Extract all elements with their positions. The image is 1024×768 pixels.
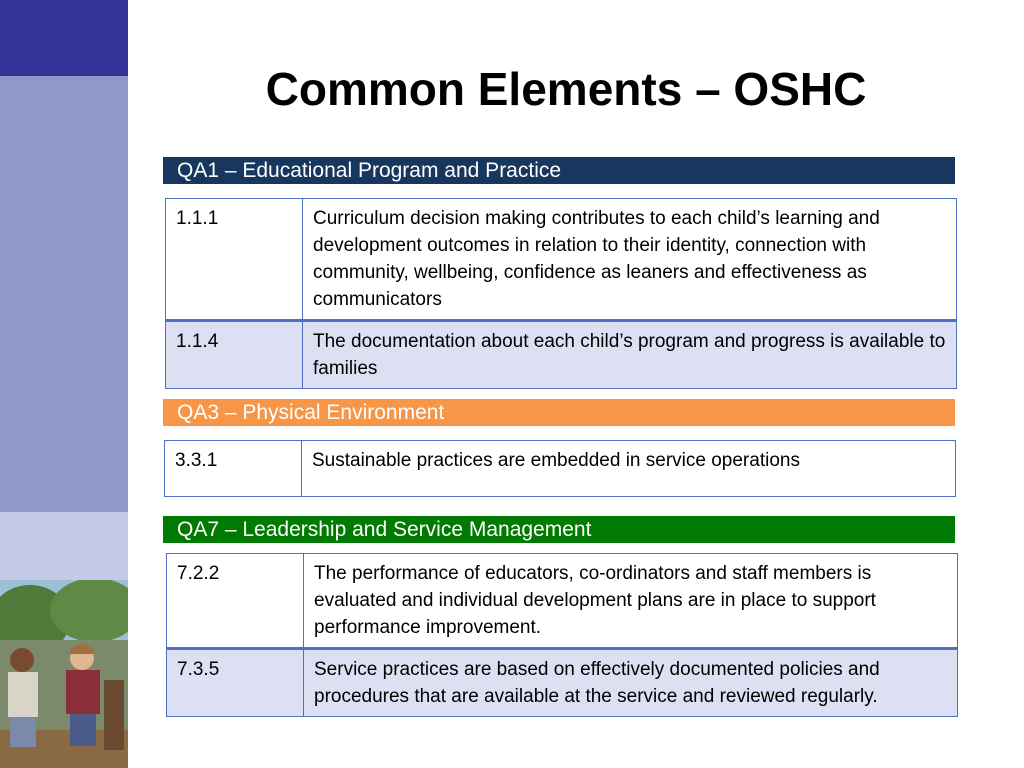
table-row (167, 554, 958, 649)
qa3-header: QA3 – Physical Environment (163, 399, 955, 426)
element-code: 7.3.5 (167, 649, 304, 717)
qa7-header: QA7 – Leadership and Service Management (163, 516, 955, 543)
sidebar-mid-block (0, 76, 128, 512)
element-description: Sustainable practices are embedded in service operations (302, 441, 956, 497)
element-description: Curriculum decision making contributes to each child’s learning and development outcomes in relation to their identity, connection with community, wellbeing, confidence as leaners and effectiveness as communicators (303, 199, 957, 321)
qa1-header: QA1 – Educational Program and Practice (163, 157, 955, 184)
qa1-table (165, 198, 957, 389)
table-row (167, 649, 958, 717)
sidebar-decoration (0, 0, 128, 768)
element-code: 3.3.1 (165, 441, 302, 497)
qa7-table (166, 553, 958, 717)
children-photo (0, 580, 128, 768)
sidebar-dark-block (0, 0, 128, 76)
element-code: 1.1.4 (166, 321, 303, 389)
element-description: Service practices are based on effectively documented policies and procedures that are available at the service and reviewed regularly. (304, 649, 958, 717)
table-row (166, 321, 957, 389)
sidebar-light-block (0, 512, 128, 580)
element-description: The documentation about each child’s program and progress is available to families (303, 321, 957, 389)
element-code: 7.2.2 (167, 554, 304, 649)
qa3-table (164, 440, 956, 497)
element-description: The performance of educators, co-ordinators and staff members is evaluated and individual development plans are in place to support performance improvement. (304, 554, 958, 649)
table-row (165, 441, 956, 497)
page-title: Common Elements – OSHC (265, 63, 867, 115)
table-row (166, 199, 957, 321)
element-code: 1.1.1 (166, 199, 303, 321)
